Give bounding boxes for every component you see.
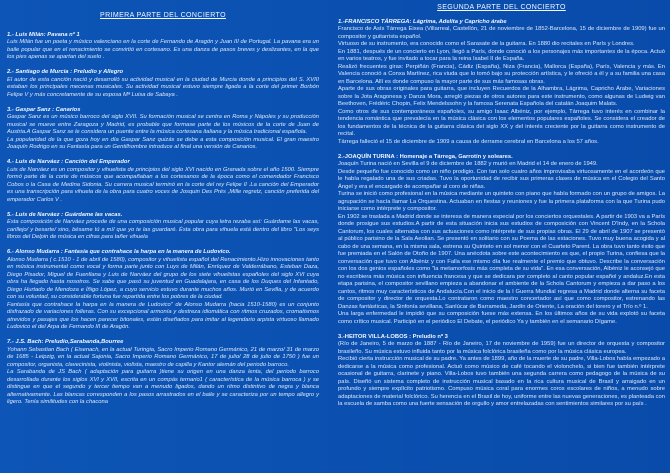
first-part-column [7,0,319,414]
program-item-paragraph: El autor de esta canción nació y desarrolló su actividad musical en la ciudad de Murcia donde a principios del S. XVIII estaban los principales mecenas musicales. Su actividad musical estuvo siempre ligada a la corte del primer Borbón Felipe V y más concretamente de su esposa Mª Luisa de Sabaya . [7,76,319,98]
program-item-paragraph: Yohann Sebastian Bach ( Eisenach, en la actual Turingia, Sacro Imperio Romano Germánico, 21 de marzo/ 31 de marzo de 1685 - Leipzig, en la actual Sajonia, Sacro Imperio Romano Germánico, 17 de julio/ 28 de julio de 1750 ) fue un compositor, organista, clavecinista, violinista, violista, maestro de capilla y Kantor alemán del periodo barroco. [7,346,319,368]
program-item-paragraph: La Sarabanda de JS Bach ( adaptación para guitarra )tiene su origen en una danza lenta, del periodo barroco desarrollada durante los siglos XVI y XVII, escrita en un compás ternario1 ( característica de la música barroca ) y se distingue en que el segundo y tercer tiempo van a menudo ligados, dando un ritmo distintivo de negra y blanca alternativamente. Las blancas corresponden a los pasos arrastrados en el baile y se caracteriza por un tempo allegro y ligero. Tenía similitudes con la chacona [7,369,319,405]
program-item [338,19,665,147]
program-item-heading: 6.- Alonso Mudarra : Fantasía que contrahace la harpa en la manera de Ludovico. [7,249,231,255]
program-item-paragraph: La popularidad de la que goza hoy en día Gaspar Sanz quizás se debe a esta composición musical. El gran maestro Joaquín Rodrigo en su Fantasía para un Gentilhombre introduce al final una versión de Canarios. [7,136,319,150]
program-item-paragraph: Como otros de sus contemporáneos españoles, su amigo Isaac Albéniz, por ejemplo, Tárrega tuvo interés en combinar la tendencia romántica que prevalecía en la música clásica con los elementos populares españoles. Se considera el creador de los fundamentos de la técnica de la guitarra clásica del siglo XX y del interés creciente por la guitarra como instrumento de recital. [338,108,665,137]
program-item [7,339,319,407]
program-item [7,107,319,152]
program-item-paragraph: Alonso Mudarra ( c.1510 - 1 de abril de 1580), compositor y vihuelista español del Renacimiento.Hizo innovaciones tanto en música instrumental como vocal y forma parte junto con Luys de Milán, Enríquez de Valderrábano, Esteban Daza, Diego Pisador, Miguel de Fuenllana y Luis de Narváez del grupo de los siete vihuelistas españoles del siglo XVI cuya obra ha llegado hasta nosotros. Se sabe que pasó su juventud en Guadalajara, en casa de los Duques del Infantado, Diego Hurtado de Mendoza e Íñigo López, a cuyo servicio estuvo durante muchos años. Murió en Sevilla, y de acuerdo con su voluntad, su considerable fortuna fue repartida entre los pobres de la ciudad. [7,256,319,300]
program-item-paragraph: Luis de Narváez es un compositor y vihuelista de principios del siglo XVI nacido en Granada sobre el año 1500. Siempre formó parte de la corte de músicos que acompañaban a los cortesanos de la época como el comendador Francisco Cobos o la Casa de Medina Sidonia. Su carrera musical terminó en la corte del rey Felipe II .La canción del Emperador es una transcripción para vihuela de la obra para cuatro voces de Josquin Des Prés ,Mille regretz, canción preferida del emperador Carlos V . [7,166,319,203]
second-part-column [338,0,665,416]
program-item [338,334,665,409]
program-item-heading: 3.-HEITOR VILLA-LOBOS : Preludio nº 3 [338,333,448,340]
first-part-title: PRIMERA PARTE DEL CONCIERTO [100,12,226,19]
program-item-paragraph: Esta composición de Narváez procede de una composición musical popular cuya letra rezaba así: Guárdame las vacas, carillejo/ y besarte/ sino, bésame tú a mí/ que yo te las guardaré. Ésta obra para vihuela está dentro del libro "Los seys libros del Delpin de música en cifras para tañer vihuela [7,219,319,240]
program-item-paragraph: Una larga enfermedad le impidió que su composición fuese más extensa. En los últimos años de su vida explotó su faceta como crítico musical. Participó en el periódico El Debate, el periódico Ya y también en el semanario Dígame. [338,311,665,325]
program-item-heading: 1.-FRANCISCO TÁRREGA: Lágrima, Adelita y Capricho árabe [338,18,507,25]
first-part-items [7,32,319,407]
program-item-heading: 1.- Luis Milán: Pavana nº 1 [7,31,80,38]
program-item [338,154,665,327]
program-item-heading: 4.- Luis de Narváez : Canción del Emperador [7,159,130,165]
program-item-heading: 7.- J.S. Bach: Preludio,Sarabanda,Bourree [7,339,124,345]
program-item [7,249,319,332]
program-item-paragraph: Fantasía que contrahace la harpa en la manera de Ludovico" de Alonso Mudarra (hacia 1510-1580) es un conjunto disfrazado de variaciones folleras. Con su excepcional armonía y destreza idiomática con ritmos cruzados, cromatismos atrevidos y pasajes que los hacen parecer bitonales, están diseñados para imitar al legendario arpista virtuoso llamado Ludovico el del Arpa de Fernando III de Aragón. [7,301,319,330]
program-item-paragraph: Joaquín Turina nació en Sevilla el 9 de diciembre de 1882 y murió en Madrid el 14 de enero de 1949. [338,161,598,167]
program-item-paragraph: Turina se inició como profesional en la música mediante un quinteto con piano que había formado con un grupo de amigos. La agrupación se hacía llamar La Orquestina. Actuaban en fiestas y reuniones y fue la primera plataforma con la que Turina pudo iniciarse como intérprete y compositor. [338,191,665,212]
program-item-paragraph: Recibió cierta instrucción musical de su padre. Ya antes de 1899, año de la muerte de su padre, Villa-Lobos había empezado a dedicarse a la música como profesional. Actuó como músico de café tocando el violonchelo, si bien fue también intérprete ocasional de guitarra, clarinete y piano. Villa-Lobos tuvo también una segunda carrera como pedagogo de la música de su país. Diseñó un sistema completo de instrucción musical basado en la rica cultura musical de Brasil y arraigado en un profundo y siempre explícito patriotismo. Compuso música coral para enormes coros escolares de niños, a menudo sobre adaptaciones de material folclórico. Su herencia en el Brasil de hoy, uniforme entre las nuevas generaciones, es planteada con la escuela de samba como una fuerte sensación de orgullo y amor entrelazadas con sentimientos similares por su país . [338,356,665,407]
program-item-paragraph: Gaspar Sanz es un músico barroco del siglo XVII. Su formación musical se centra en Roma y Nápoles y su producción musical se mueve entre Zaragoza y Madrid, es probable que formase parte de los músicos de la corte de Juan de Austria.A Gaspar Sanz se le considera un puente entre la música cortesana italiana y la música tradicional española. [7,114,319,135]
program-item-heading: 5.- Luis de Narváez : Guárdame las vacas. [7,211,123,218]
program-item-paragraph: (Río de Janeiro, 5 de marzo de 1887 - Río de Janeiro, 17 de noviembre de 1959) fue un director de orquesta y compositor brasileño. Su música estuvo influida tanto por la música folclórica brasileña como por la música clásica europea. [338,341,665,355]
program-item [7,212,319,242]
program-item [7,159,319,204]
program-item-paragraph: Aparte de sus obras originales para guitarra, que incluyen Recuerdos de la Alhambra, Lágrima, Capricho Árabe, Variaciones sobre la Jota Aragonesa y Danza Mora, arregló piezas de otros autores para este instrumento, como algunas de Ludwig van Beethoven, Frédéric Chopin, Felix Mendelssohn y la famosa Serenata Española del catalán Joaquim Malats. [338,86,665,107]
second-part-items [338,19,665,409]
program-item [7,32,319,62]
program-item [7,69,319,99]
program-item-paragraph: Virtuoso de su instrumento, era conocido como el Sarasate de la guitarra. En 1880 dio recitales en París y Londres. [338,41,635,47]
program-item-heading: 2.- Santiago de Murcia : Preludio y Allegro [7,69,124,75]
second-part-title: SEGUNDA PARTE DEL CONCIERTO [437,4,566,11]
program-item-paragraph: En 1881, después de un concierto en Lyon, llegó a París, donde conoció a los personajes más importantes de la época. Actuó en varios teatros, y fue invitado a tocar para la reina Isabel II de España. [338,48,665,62]
program-item-heading: 2.-JOAQUÍN TURINA : Homenaje a Tárrega, Garrotín y soleares. [338,153,513,160]
program-item-paragraph: Francisco de Asís Tárrega Eixea (Villarreal, Castellón, 21 de noviembre de 1852-Barcelona, 15 de diciembre de 1909) fue un compositor y guitarrista español. [338,26,665,40]
program-item-paragraph: En 1902 se traslada a Madrid donde se interesa de manera especial por los conciertos orquestales. A partir de 1903 va a París donde prosigue sus estudios.A partir de esta situación inicia sus estudios de composición con Vincent D'Indy, en la Schola Cantorum, los cuales alternaba con sus actuaciones como intérprete de sus propias obras. El 29 de abril de 1907 se presentó al público parisino de la Sala Aeolian. Se presentó en solitario con su Poema de las estaciones. Tuvo muy buena acogida y al cabo de una semana, en la misma sala, estrena su Quinteto en sol menor con el Cuarteto Parent. La obra tuvo tanto éxito que fue premiada en el Salón de Otoño de 1907. Una anécdota sobre este acontecimiento es que, el propio Turina, confiesa que la conversación que tuvo con Albéniz y con Falla ese mismo día fue realmente el premio que obtuvo. Describe la conversación con los dos genios españoles como "la metamorfosis más completa de su vida". En esa conversación, Albéniz le aconsejó que no escribiera más música con influencia francesa y que se dedicara por completo al canto popular español y andaluz.En esta etapa parisina, el compositor sevillano empieza a abandonar el ambiente de la Schola Cantorum y empieza a dar paso a los cantos, ritmos muy característicos de Andalucía.Con el inicio de la I Guerra Mundial regresa a Madrid donde alterna su faceta de compositor y director de orquesta.Lo contrataron como maestro concertador así que como compositor, estrenando las Danzas fantásticas, la Sinfonía sevillana, Sanlúcar de Barrameda, Jardín de Oriente, La oración del torero y el Trío n.º 1. [338,213,665,310]
program-item-paragraph: Realizó frecuentes giras: Perpiñán (Francia), Cádiz (España), Niza (Francia), Mallorca (España), París, Valencia y más. En Valencia conoció a Conxa Martínez, rica viuda que lo tomó bajo su protección artística, y le ofreció a él y a su familia una casa en Barcelona. Allí es donde compuso la mayor parte de sus más famosas obras. [338,63,665,85]
program-item-heading: 3.- Gaspar Sanz : Canarios [7,106,81,113]
program-item-paragraph: Luis Milán fue un poeta y músico valenciano en la corte de Fernando de Aragón y Juan III de Portugal. La pavana era un baile popular que en el renacimiento se convirtió en cortesano. Es una danza de pasos breves y deslizantes, en la que los pies apenas se apartan del suelo . [7,39,319,60]
program-item-paragraph: Tárrega falleció el 15 de diciembre de 1909 a causa de derrame cerebral en Barcelona a los 57 años. [338,138,599,145]
program-item-paragraph: Desde pequeño fue conocido como un niño prodigio. Con tan solo cuatro años improvisaba virtuosamente en el acordeón que le había regalado una de sus criadas. Tuvo la oportunidad de recibir sus primeras clases de música en el Colegio del Santo Ángel y era el encargado de acompañar al coro de niñas. [338,168,665,190]
